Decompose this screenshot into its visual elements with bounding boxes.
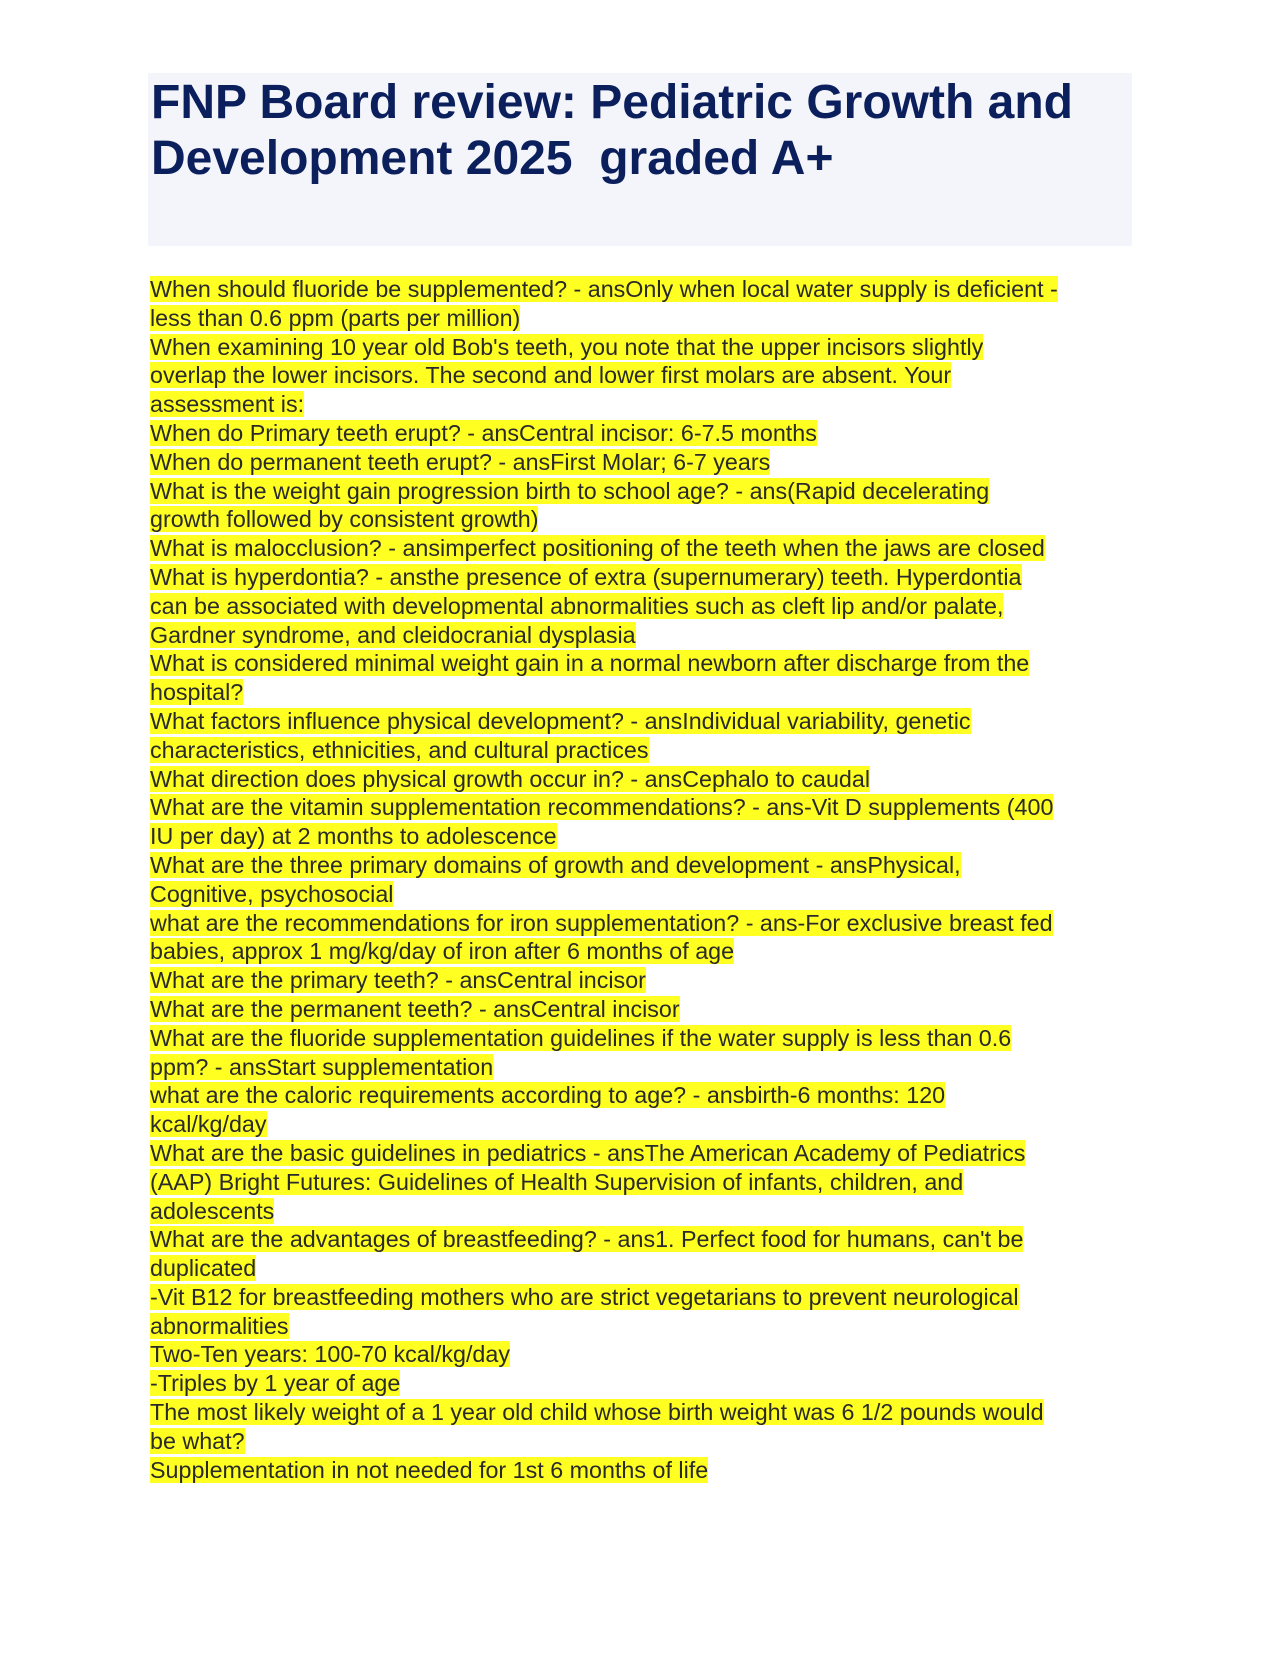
text-line	[150, 1369, 1135, 1398]
highlighted-text: What factors influence physical development? - ansIndividual variability, genetic	[150, 707, 971, 734]
text-line	[150, 361, 1135, 390]
highlighted-text: What is hyperdontia? - ansthe presence of extra (supernumerary) teeth. Hyperdontia	[150, 563, 1022, 590]
highlighted-text: What are the permanent teeth? - ansCentral incisor	[150, 995, 680, 1022]
highlighted-text: hospital?	[150, 679, 244, 706]
text-line	[150, 534, 1135, 563]
highlighted-text: Two-Ten years: 100-70 kcal/kg/day	[150, 1341, 510, 1368]
highlighted-text: can be associated with developmental abnormalities such as cleft lip and/or palate,	[150, 592, 1004, 619]
text-line	[150, 390, 1135, 419]
text-line	[150, 765, 1135, 794]
text-line	[150, 621, 1135, 650]
highlighted-text: Cognitive, psychosocial	[150, 880, 394, 907]
highlighted-text: what are the caloric requirements according to age? - ansbirth-6 months: 120	[150, 1082, 946, 1109]
text-line	[150, 1254, 1135, 1283]
highlighted-text: characteristics, ethnicities, and cultural practices	[150, 736, 649, 763]
highlighted-text: ppm? - ansStart supplementation	[150, 1053, 494, 1080]
highlighted-text: The most likely weight of a 1 year old child whose birth weight was 6 1/2 pounds would	[150, 1399, 1044, 1426]
text-line	[150, 448, 1135, 477]
text-line	[150, 304, 1135, 333]
highlighted-text: less than 0.6 ppm (parts per million)	[150, 304, 521, 331]
text-line	[150, 793, 1135, 822]
highlighted-text: be what?	[150, 1427, 245, 1454]
highlighted-text: duplicated	[150, 1255, 257, 1282]
document-body	[150, 275, 1135, 1484]
text-line	[150, 1225, 1135, 1254]
highlighted-text: Gardner syndrome, and cleidocranial dysplasia	[150, 621, 636, 648]
highlighted-text: What is malocclusion? - ansimperfect positioning of the teeth when the jaws are closed	[150, 535, 1045, 562]
highlighted-text: What are the advantages of breastfeeding? - ans1. Perfect food for humans, can't be	[150, 1226, 1024, 1253]
text-line	[150, 707, 1135, 736]
highlighted-text: what are the recommendations for iron supplementation? - ans-For exclusive breast fed	[150, 909, 1053, 936]
text-line	[150, 1168, 1135, 1197]
highlighted-text: What are the three primary domains of growth and development - ansPhysical,	[150, 851, 961, 878]
highlighted-text: overlap the lower incisors. The second and lower first molars are absent. Your	[150, 362, 952, 389]
text-line	[150, 477, 1135, 506]
text-line	[150, 333, 1135, 362]
highlighted-text: What is considered minimal weight gain in a normal newborn after discharge from the	[150, 650, 1030, 677]
text-line	[150, 1139, 1135, 1168]
highlighted-text: Supplementation in not needed for 1st 6 months of life	[150, 1456, 709, 1483]
highlighted-text: When do Primary teeth erupt? - ansCentral incisor: 6-7.5 months	[150, 419, 817, 446]
page-title: FNP Board review: Pediatric Growth and Development 2025 graded A+	[151, 76, 1087, 185]
highlighted-text: babies, approx 1 mg/kg/day of iron after 6 months of age	[150, 938, 735, 965]
highlighted-text: What are the basic guidelines in pediatrics - ansThe American Academy of Pediatrics	[150, 1139, 1026, 1166]
highlighted-text: kcal/kg/day	[150, 1111, 267, 1138]
text-line	[150, 736, 1135, 765]
highlighted-text: What are the primary teeth? - ansCentral incisor	[150, 967, 646, 994]
text-line	[150, 592, 1135, 621]
highlighted-text: What are the fluoride supplementation guidelines if the water supply is less than 0.6	[150, 1024, 1012, 1051]
highlighted-text: assessment is:	[150, 391, 305, 418]
text-line	[150, 937, 1135, 966]
text-line	[150, 909, 1135, 938]
text-line	[150, 851, 1135, 880]
text-line	[150, 1427, 1135, 1456]
highlighted-text: (AAP) Bright Futures: Guidelines of Health Supervision of infants, children, and	[150, 1168, 964, 1195]
highlighted-text: What are the vitamin supplementation recommendations? - ans-Vit D supplements (400	[150, 794, 1054, 821]
text-line	[150, 995, 1135, 1024]
text-line	[150, 563, 1135, 592]
text-line	[150, 275, 1135, 304]
highlighted-text: abnormalities	[150, 1312, 289, 1339]
highlighted-text: IU per day) at 2 months to adolescence	[150, 823, 557, 850]
text-line	[150, 505, 1135, 534]
title-banner	[148, 73, 1132, 246]
highlighted-text: What direction does physical growth occur in? - ansCephalo to caudal	[150, 765, 871, 792]
text-line	[150, 649, 1135, 678]
text-line	[150, 1456, 1135, 1485]
text-line	[150, 1024, 1135, 1053]
highlighted-text: When should fluoride be supplemented? - ansOnly when local water supply is deficient -	[150, 276, 1058, 302]
text-line	[150, 678, 1135, 707]
highlighted-text: growth followed by consistent growth)	[150, 506, 539, 533]
text-line	[150, 1398, 1135, 1427]
highlighted-text: When do permanent teeth erupt? - ansFirst Molar; 6-7 years	[150, 448, 771, 475]
text-line	[150, 822, 1135, 851]
text-line	[150, 1197, 1135, 1226]
text-line	[150, 1081, 1135, 1110]
text-line	[150, 880, 1135, 909]
text-line	[150, 1283, 1135, 1312]
text-line	[150, 1312, 1135, 1341]
highlighted-text: When examining 10 year old Bob's teeth, you note that the upper incisors slightly	[150, 333, 984, 360]
text-line	[150, 419, 1135, 448]
text-line	[150, 966, 1135, 995]
text-line	[150, 1110, 1135, 1139]
highlighted-text: What is the weight gain progression birth to school age? - ans(Rapid decelerating	[150, 477, 990, 504]
highlighted-text: adolescents	[150, 1197, 275, 1224]
highlighted-text: -Triples by 1 year of age	[150, 1370, 401, 1397]
text-line	[150, 1340, 1135, 1369]
text-line	[150, 1053, 1135, 1082]
highlighted-text: -Vit B12 for breastfeeding mothers who are strict vegetarians to prevent neurological	[150, 1283, 1019, 1310]
